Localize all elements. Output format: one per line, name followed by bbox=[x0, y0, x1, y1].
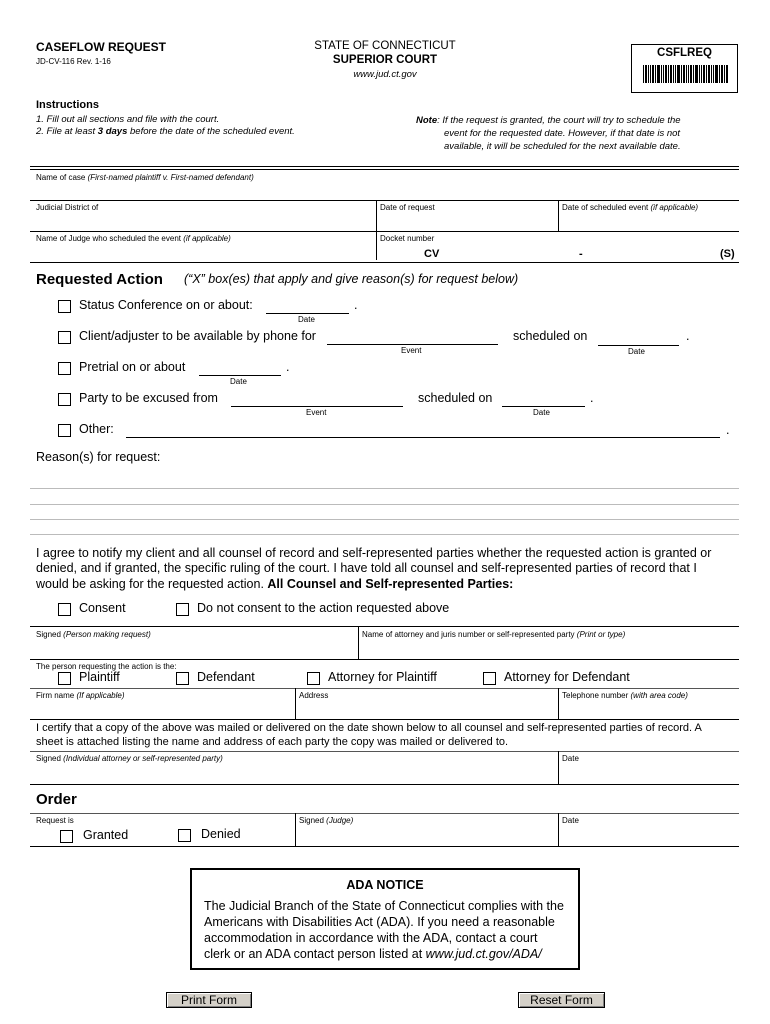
divider bbox=[30, 688, 739, 689]
defendant-checkbox[interactable] bbox=[176, 672, 189, 685]
instruction-2: 2. File at least 3 days before the date of the scheduled event. bbox=[36, 126, 295, 137]
date-caption: Date bbox=[230, 377, 247, 386]
agreement-line-1: I agree to notify my client and all counsel of record and self-represented parties whether the requested action is granted or bbox=[36, 546, 712, 560]
docket-number-label: Docket number bbox=[380, 234, 435, 243]
denied-checkbox[interactable] bbox=[178, 829, 191, 842]
ada-line-3: accommodation in accordance with the ADA, contact a court bbox=[204, 931, 538, 945]
divider bbox=[30, 200, 739, 201]
firm-name-input[interactable] bbox=[30, 700, 294, 718]
attorney-name-input[interactable] bbox=[360, 640, 738, 658]
divider bbox=[30, 504, 739, 505]
attorney-plaintiff-checkbox[interactable] bbox=[307, 672, 320, 685]
docket-prefix: CV bbox=[424, 248, 440, 260]
ada-notice-box bbox=[190, 868, 580, 970]
divider bbox=[30, 659, 739, 660]
scheduled-on-label: scheduled on bbox=[513, 329, 588, 343]
date-caption: Date bbox=[533, 408, 550, 417]
name-of-case-label: Name of case (First-named plaintiff v. First-named defendant) bbox=[36, 173, 254, 182]
status-conference-label: Status Conference on or about: bbox=[79, 298, 253, 312]
divider bbox=[30, 846, 739, 847]
divider bbox=[295, 688, 296, 719]
ada-heading: ADA NOTICE bbox=[346, 878, 424, 892]
do-not-consent-label: Do not consent to the action requested above bbox=[197, 601, 450, 615]
client-adjuster-label: Client/adjuster to be available by phone for bbox=[79, 329, 316, 343]
judge-name-input[interactable] bbox=[30, 243, 375, 261]
period: . bbox=[686, 329, 690, 343]
attorney-defendant-label: Attorney for Defendant bbox=[504, 670, 630, 684]
divider bbox=[30, 813, 739, 814]
divider bbox=[558, 200, 559, 231]
pretrial-checkbox[interactable] bbox=[58, 362, 71, 375]
cert-date-label: Date bbox=[562, 754, 579, 763]
period: . bbox=[590, 391, 594, 405]
attorney-defendant-checkbox[interactable] bbox=[483, 672, 496, 685]
scheduled-on-label: scheduled on bbox=[418, 391, 493, 405]
consent-label: Consent bbox=[79, 601, 126, 615]
divider bbox=[30, 626, 739, 627]
defendant-label: Defendant bbox=[197, 670, 255, 684]
signature-input[interactable] bbox=[30, 640, 357, 658]
granted-checkbox[interactable] bbox=[60, 830, 73, 843]
requested-action-subheading: (“X” box(es) that apply and give reason(s) for request below) bbox=[184, 272, 519, 286]
event-caption: Event bbox=[306, 408, 327, 417]
telephone-label: Telephone number (with area code) bbox=[562, 691, 688, 700]
agreement-line-3: would be asking for the requested action. All Counsel and Self-represented Parties: bbox=[36, 577, 514, 591]
order-date-label: Date bbox=[562, 816, 579, 825]
divider bbox=[30, 166, 739, 167]
period: . bbox=[354, 298, 358, 312]
client-adjuster-checkbox[interactable] bbox=[58, 331, 71, 344]
do-not-consent-checkbox[interactable] bbox=[176, 603, 189, 616]
period: . bbox=[286, 360, 290, 374]
consent-checkbox[interactable] bbox=[58, 603, 71, 616]
party-excused-checkbox[interactable] bbox=[58, 393, 71, 406]
order-heading: Order bbox=[36, 791, 77, 808]
firm-name-label: Firm name (If applicable) bbox=[36, 691, 125, 700]
party-excused-label: Party to be excused from bbox=[79, 391, 218, 405]
client-adjuster-date-input[interactable] bbox=[598, 345, 679, 346]
party-excused-date-input[interactable] bbox=[502, 406, 585, 407]
status-conference-date-input[interactable] bbox=[266, 313, 349, 314]
court-name: SUPERIOR COURT bbox=[332, 54, 438, 66]
print-form-button[interactable]: Print Form bbox=[166, 992, 252, 1008]
docket-number-suffix-input[interactable] bbox=[590, 246, 716, 261]
client-adjuster-event-input[interactable] bbox=[327, 344, 498, 345]
agreement-line-2: denied, and if granted, the specific ruling of the court. I have told all counsel and self-represented parties of record that I bbox=[36, 561, 697, 575]
docket-suffix: (S) bbox=[720, 248, 735, 260]
reasons-input[interactable] bbox=[30, 472, 739, 534]
divider bbox=[30, 751, 739, 752]
attorney-name-label: Name of attorney and juris number or self-represented party (Print or type) bbox=[362, 630, 626, 639]
cert-date-input[interactable] bbox=[560, 764, 738, 783]
date-caption: Date bbox=[628, 347, 645, 356]
reasons-label: Reason(s) for request: bbox=[36, 450, 161, 464]
form-number: JD-CV-116 Rev. 1-16 bbox=[36, 57, 111, 66]
note-line-2: event for the requested date. However, if that date is not bbox=[444, 128, 681, 139]
divider bbox=[30, 719, 739, 720]
requester-is-label: The person requesting the action is the: bbox=[36, 662, 177, 671]
address-label: Address bbox=[299, 691, 329, 700]
status-conference-checkbox[interactable] bbox=[58, 300, 71, 313]
other-input[interactable] bbox=[126, 437, 720, 438]
divider bbox=[558, 751, 559, 784]
granted-label: Granted bbox=[83, 828, 129, 842]
judge-name-label: Name of Judge who scheduled the event (if applicable) bbox=[36, 234, 231, 243]
divider bbox=[358, 626, 359, 659]
ada-line-1: The Judicial Branch of the State of Connecticut complies with the bbox=[204, 899, 564, 913]
address-input[interactable] bbox=[297, 700, 557, 718]
request-is-label: Request is bbox=[36, 816, 74, 825]
divider bbox=[376, 200, 377, 260]
barcode-icon bbox=[643, 65, 728, 83]
date-of-request-label: Date of request bbox=[380, 203, 435, 212]
event-caption: Event bbox=[401, 346, 422, 355]
date-of-event-label: Date of scheduled event (if applicable) bbox=[562, 203, 699, 212]
judge-signed-label: Signed (Judge) bbox=[299, 816, 354, 825]
name-of-case-input[interactable] bbox=[30, 182, 739, 199]
period: . bbox=[726, 423, 730, 437]
judge-signature-input[interactable] bbox=[297, 826, 557, 845]
form-code-box bbox=[631, 44, 738, 93]
form-code: CSFLREQ bbox=[657, 47, 712, 59]
divider bbox=[558, 813, 559, 846]
divider bbox=[30, 231, 739, 232]
divider bbox=[30, 519, 739, 520]
ada-line-2: Americans with Disabilities Act (ADA). If you need a reasonable bbox=[204, 915, 555, 929]
docket-dash: - bbox=[579, 248, 583, 260]
divider bbox=[30, 169, 739, 170]
cert-signed-label: Signed (Individual attorney or self-represented party) bbox=[36, 754, 223, 763]
divider bbox=[558, 688, 559, 719]
divider bbox=[30, 784, 739, 785]
denied-label: Denied bbox=[201, 827, 241, 841]
note-line-1: Note: If the request is granted, the court will try to schedule the bbox=[416, 115, 681, 126]
divider bbox=[30, 262, 739, 263]
date-caption: Date bbox=[298, 315, 315, 324]
judicial-district-label: Judicial District of bbox=[36, 203, 99, 212]
ada-link[interactable]: www.jud.ct.gov/ADA/ bbox=[425, 947, 542, 961]
other-checkbox[interactable] bbox=[58, 424, 71, 437]
instructions-heading: Instructions bbox=[36, 99, 99, 111]
ada-line-4: clerk or an ADA contact person listed at www.jud.ct.gov/ADA/ bbox=[204, 947, 542, 961]
divider bbox=[30, 488, 739, 489]
note-line-3: available, it will be scheduled for the next available date. bbox=[444, 141, 681, 152]
plaintiff-label: Plaintiff bbox=[79, 670, 120, 684]
order-date-input[interactable] bbox=[560, 826, 738, 845]
attorney-plaintiff-label: Attorney for Plaintiff bbox=[328, 670, 437, 684]
form-title: CASEFLOW REQUEST bbox=[36, 40, 167, 54]
docket-number-input[interactable] bbox=[442, 246, 572, 261]
plaintiff-checkbox[interactable] bbox=[58, 672, 71, 685]
certification-line-2: sheet is attached listing the name and address of each party the copy was mailed or delivered to. bbox=[36, 736, 509, 748]
date-of-request-input[interactable] bbox=[378, 212, 556, 230]
requested-action-heading: Requested Action bbox=[36, 271, 163, 288]
certification-line-1: I certify that a copy of the above was mailed or delivered on the date shown below to all counsel and self-represented parties of record. A bbox=[36, 722, 702, 734]
signed-label: Signed (Person making request) bbox=[36, 630, 151, 639]
instruction-1: 1. Fill out all sections and file with the court. bbox=[36, 114, 220, 125]
court-website: www.jud.ct.gov bbox=[353, 69, 417, 80]
party-excused-event-input[interactable] bbox=[231, 406, 403, 407]
telephone-input[interactable] bbox=[560, 700, 738, 718]
other-label: Other: bbox=[79, 422, 114, 436]
pretrial-label: Pretrial on or about bbox=[79, 360, 186, 374]
cert-signature-input[interactable] bbox=[30, 764, 557, 783]
state-name: STATE OF CONNECTICUT bbox=[314, 40, 456, 52]
divider bbox=[295, 813, 296, 846]
reset-form-button[interactable]: Reset Form bbox=[518, 992, 605, 1008]
divider bbox=[30, 534, 739, 535]
pretrial-date-input[interactable] bbox=[199, 375, 281, 376]
judicial-district-input[interactable] bbox=[30, 212, 375, 230]
date-of-event-input[interactable] bbox=[560, 212, 738, 230]
